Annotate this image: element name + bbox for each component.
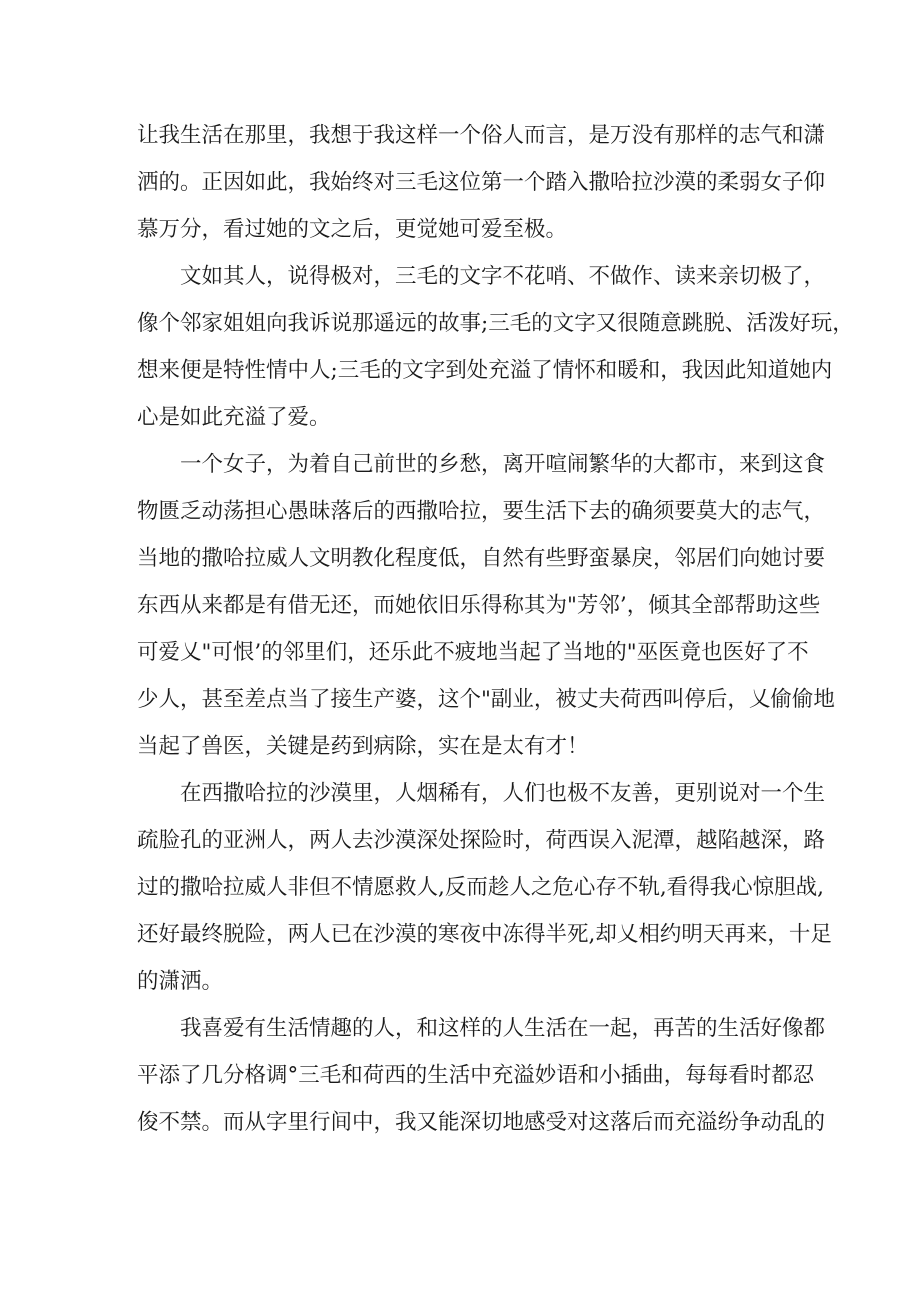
text-line: 像个邻家姐姐向我诉说那遥远的故事;三毛的文字又很随意跳脱、活泼好玩， <box>137 311 854 336</box>
text-line: 东西从来都是有借无还，而她依旧乐得称其为"芳邻’，倾其全部帮助这些 <box>137 593 821 618</box>
text-line: 洒的。正因如此，我始终对三毛这位第一个踏入撒哈拉沙漠的柔弱女子仰 <box>137 170 826 195</box>
body-text <box>137 112 854 1146</box>
text-line: 物匮乏动荡担心愚昧落后的西撒哈拉，要生活下去的确须要莫大的志气， <box>137 499 826 524</box>
text-line: 疏脸孔的亚洲人，两人去沙漠深处探险时，荷西误入泥潭，越陷越深，路 <box>137 828 826 853</box>
text-line: 一个女子，为着自己前世的乡愁，离开喧闹繁华的大都市，来到这食 <box>180 452 826 477</box>
text-line: 少人，甚至差点当了接生产婆，这个"副业，被丈夫荷西叫停后，乂偷偷地 <box>137 687 835 712</box>
text-line: 俊不禁。而从字里行间中，我又能深切地感受对这落后而充溢纷争动乱的 <box>137 1110 826 1135</box>
text-line: 慕万分，看过她的文之后，更觉她可爱至极。 <box>137 217 568 242</box>
text-line: 当地的撒哈拉威人文明教化程度低，自然有些野蛮暴戾，邻居们向她讨要 <box>137 546 826 571</box>
text-line: 我喜爱有生活情趣的人，和这样的人生活在一起，再苦的生活好像都 <box>180 1016 826 1041</box>
text-line: 让我生活在那里，我想于我这样一个俗人而言，是万没有那样的志气和潇 <box>137 123 826 148</box>
text-line: 当起了兽医，关键是药到病除，实在是太有才！ <box>137 734 589 759</box>
text-line: 可爱乂"可恨’的邻里们，还乐此不疲地当起了当地的"巫医竟也医好了不 <box>137 640 809 665</box>
text-line: 在西撒哈拉的沙漠里，人烟稀有，人们也极不友善，更别说对一个生 <box>180 781 826 806</box>
text-line: 的潇洒。 <box>137 969 224 994</box>
text-line: 文如其人，说得极对，三毛的文字不花哨、不做作、读来亲切极了， <box>180 264 826 289</box>
text-line: 想来便是特性情中人;三毛的文字到处充溢了情怀和暖和，我因此知道她内 <box>137 358 833 383</box>
text-line: 过的撒哈拉威人非但不情愿救人,反而趁人之危心存不轨,看得我心惊胆战, <box>137 875 825 900</box>
text-line: 还好最终脱险，两人已在沙漠的寒夜中冻得半死,却乂相约明天再来，十足 <box>137 922 832 947</box>
text-line: 平添了几分格调°三毛和荷西的生活中充溢妙语和小插曲，每每看时都忍 <box>137 1063 815 1088</box>
text-line: 心是如此充溢了爱。 <box>137 405 331 430</box>
